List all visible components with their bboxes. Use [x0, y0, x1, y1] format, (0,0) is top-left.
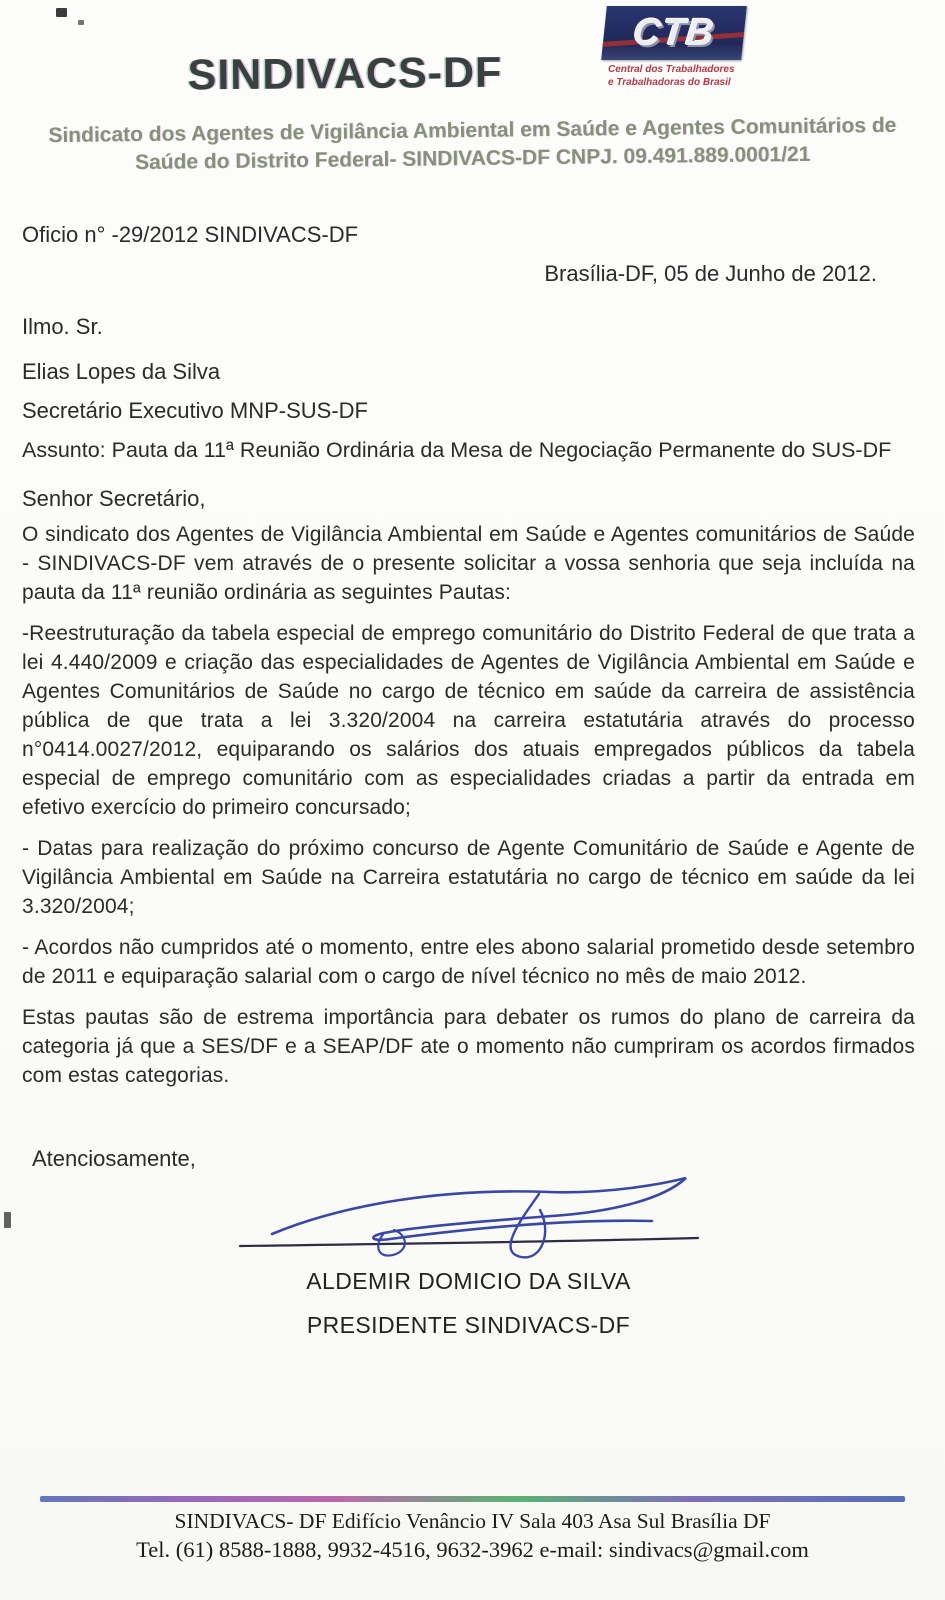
ctb-logo-box — [601, 6, 747, 60]
letterhead — [0, 0, 945, 172]
handwritten-signature — [234, 1174, 704, 1266]
footer — [0, 1496, 945, 1563]
letter-body — [0, 222, 945, 1339]
signature-block — [229, 1174, 709, 1339]
ctb-logo-caption-line1: Central dos Trabalhadores — [608, 64, 735, 75]
subject-line: Assunto: Pauta da 11ª Reunião Ordinária da Mesa de Negociação Permanente do SUS-DF — [22, 438, 892, 463]
footer-address: SINDIVACS- DF Edifício Venâncio IV Sala 403 Asa Sul Brasília DF — [174, 1509, 771, 1533]
ctb-logo-text: CTB — [631, 11, 717, 54]
ctb-logo — [604, 6, 754, 89]
signer-name: ALDEMIR DOMICIO DA SILVA — [306, 1268, 631, 1295]
union-title: SINDIVACS-DF — [187, 48, 503, 100]
signer-title: PRESIDENTE SINDIVACS-DF — [306, 1312, 631, 1339]
signature-line — [240, 1238, 698, 1246]
union-subtitle: Sindicato dos Agentes de Vigilância Ambiental em Saúde e Agentes Comunitários de Saúde do Distrito Federal- SINDIVACS-DF CNPJ. 09.491.889.0001/21 — [48, 113, 897, 174]
scan-artifact — [4, 1212, 11, 1228]
recipient-salutation: Ilmo. Sr. — [22, 314, 103, 340]
body-paragraph-1: O sindicato dos Agentes de Vigilância Ambiental em Saúde e Agentes comunitários de Saúde - SINDIVACS-DF vem através de o presente solicitar a vossa senhoria que seja incluída na pauta da 11ª reunião ordinária as seguintes Pautas: — [22, 523, 915, 605]
body-paragraph-4: - Acordos não cumpridos até o momento, entre eles abono salarial prometido desde setembro de 2011 e equiparação salarial com o cargo de nível técnico no mês de maio 2012. — [22, 936, 915, 989]
office-reference: Oficio n° -29/2012 SINDIVACS-DF — [22, 222, 359, 248]
greeting: Senhor Secretário, — [22, 486, 206, 512]
body-paragraph-2: -Reestruturação da tabela especial de emprego comunitário do Distrito Federal de que trata a lei 4.440/2009 e criação das especialidades de Agentes de Vigilância Ambiental em Saúde e Agentes Comunitários de Saúde no cargo de técnico em saúde da carreira de assistência pública de que trata a lei 3.320/2004 na carreira estatutária através do processo n°0414.0027/2012, equiparando os salários dos atuais empregados públicos da tabela especial de emprego comunitário com as especialidades criadas a partir da entrada em efetivo exercício do primeiro concursado; — [22, 622, 915, 820]
body-paragraph-3: - Datas para realização do próximo concurso de Agente Comunitário de Saúde e Agente de Vigilância Ambiental em Saúde na Carreira estatutária no cargo de técnico em saúde da lei 3.320/2004; — [22, 837, 915, 919]
ctb-logo-caption-line2: e Trabalhadoras do Brasil — [608, 76, 731, 88]
recipient-name: Elias Lopes da Silva — [22, 359, 221, 385]
body-paragraph-5: Estas pautas são de estrema importância para debater os rumos do plano de carreira da categoria já que a SES/DF e a SEAP/DF ate o momento não cumpriram os acordos firmados com estas categorias. — [22, 1006, 915, 1088]
date-line: Brasília-DF, 05 de Junho de 2012. — [544, 261, 877, 287]
footer-contact: Tel. (61) 8588-1888, 9932-4516, 9632-3962 e-mail: sindivacs@gmail.com — [136, 1537, 809, 1562]
ctb-logo-caption — [608, 64, 754, 89]
footer-divider — [40, 1496, 905, 1502]
closing: Atenciosamente, — [32, 1146, 196, 1172]
recipient-role: Secretário Executivo MNP-SUS-DF — [22, 398, 368, 424]
